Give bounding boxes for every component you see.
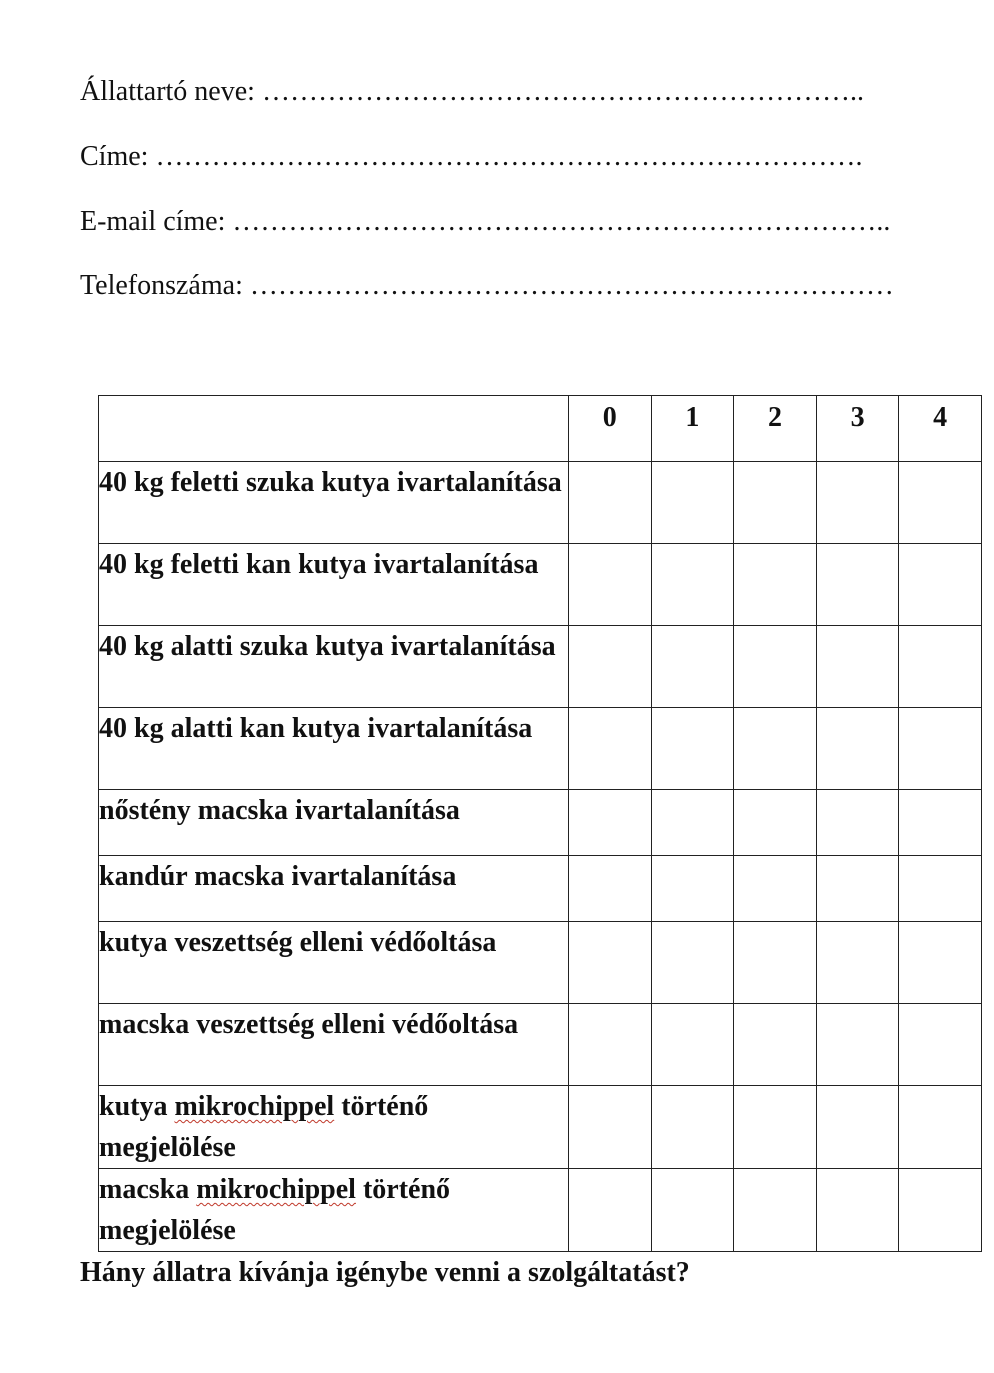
count-cell-2[interactable] <box>734 790 817 856</box>
count-cell-3[interactable] <box>816 626 899 708</box>
count-cell-1[interactable] <box>651 856 734 922</box>
count-cell-4[interactable] <box>899 1169 982 1252</box>
count-cell-3[interactable] <box>816 856 899 922</box>
count-cell-3[interactable] <box>816 462 899 544</box>
header-count-1: 1 <box>651 396 734 462</box>
service-label: 40 kg feletti szuka kutya ivartalanítása <box>99 462 569 544</box>
count-cell-1[interactable] <box>651 626 734 708</box>
count-cell-2[interactable] <box>734 1004 817 1086</box>
count-cell-0[interactable] <box>569 1086 652 1169</box>
count-cell-2[interactable] <box>734 1169 817 1252</box>
table-row <box>99 626 982 708</box>
spellcheck-marked-word: mikrochippel <box>196 1174 356 1205</box>
table-row <box>99 708 982 790</box>
count-cell-2[interactable] <box>734 462 817 544</box>
count-cell-1[interactable] <box>651 1086 734 1169</box>
header-count-3: 3 <box>816 396 899 462</box>
header-count-2: 2 <box>734 396 817 462</box>
owner-name-label: Állattartó neve: <box>80 76 255 107</box>
count-cell-4[interactable] <box>899 790 982 856</box>
table-header-row <box>99 396 982 462</box>
count-cell-3[interactable] <box>816 544 899 626</box>
table-row <box>99 1004 982 1086</box>
count-cell-4[interactable] <box>899 544 982 626</box>
count-cell-3[interactable] <box>816 1004 899 1086</box>
count-cell-1[interactable] <box>651 544 734 626</box>
phone-blank[interactable]: …………………………………………………………… <box>249 270 894 301</box>
service-label: macska veszettség elleni védőoltása <box>99 1004 569 1086</box>
count-cell-1[interactable] <box>651 790 734 856</box>
header-count-0: 0 <box>569 396 652 462</box>
count-cell-0[interactable] <box>569 856 652 922</box>
service-label: nőstény macska ivartalanítása <box>99 790 569 856</box>
count-cell-0[interactable] <box>569 922 652 1004</box>
table-row <box>99 1169 982 1252</box>
owner-name-blank[interactable]: ……………………………………………………….. <box>261 76 864 107</box>
count-cell-2[interactable] <box>734 856 817 922</box>
phone-field <box>80 268 894 304</box>
count-cell-4[interactable] <box>899 1004 982 1086</box>
count-cell-0[interactable] <box>569 708 652 790</box>
count-cell-0[interactable] <box>569 1004 652 1086</box>
count-cell-0[interactable] <box>569 626 652 708</box>
email-field <box>80 204 890 240</box>
count-cell-4[interactable] <box>899 462 982 544</box>
count-cell-2[interactable] <box>734 922 817 1004</box>
count-cell-2[interactable] <box>734 544 817 626</box>
header-count-4: 4 <box>899 396 982 462</box>
count-cell-4[interactable] <box>899 922 982 1004</box>
count-cell-3[interactable] <box>816 922 899 1004</box>
email-blank[interactable]: …………………………………………………………….. <box>232 206 891 237</box>
question-text: Hány állatra kívánja igénybe venni a szolgáltatást? <box>80 1257 690 1288</box>
count-cell-1[interactable] <box>651 708 734 790</box>
service-label-start: kutya <box>99 1091 175 1122</box>
service-label <box>99 1086 569 1169</box>
table-row <box>99 544 982 626</box>
count-cell-4[interactable] <box>899 626 982 708</box>
count-cell-2[interactable] <box>734 708 817 790</box>
header-empty-cell <box>99 396 569 462</box>
service-label-start: macska <box>99 1174 197 1205</box>
address-blank[interactable]: …………………………………………………………………. <box>155 141 863 172</box>
service-label <box>99 1169 569 1252</box>
service-label: 40 kg alatti kan kutya ivartalanítása <box>99 708 569 790</box>
service-label-end: történő megjelölése <box>99 1174 451 1246</box>
service-label: kandúr macska ivartalanítása <box>99 856 569 922</box>
service-label: 40 kg feletti kan kutya ivartalanítása <box>99 544 569 626</box>
count-cell-3[interactable] <box>816 708 899 790</box>
table-row <box>99 922 982 1004</box>
count-cell-1[interactable] <box>651 922 734 1004</box>
count-cell-2[interactable] <box>734 626 817 708</box>
service-label: 40 kg alatti szuka kutya ivartalanítása <box>99 626 569 708</box>
address-label: Címe: <box>80 141 149 172</box>
service-label-end: történő megjelölése <box>99 1091 429 1163</box>
count-cell-2[interactable] <box>734 1086 817 1169</box>
count-cell-4[interactable] <box>899 856 982 922</box>
count-cell-3[interactable] <box>816 1086 899 1169</box>
count-cell-0[interactable] <box>569 544 652 626</box>
owner-name-field <box>80 74 864 110</box>
service-label: kutya veszettség elleni védőoltása <box>99 922 569 1004</box>
count-cell-4[interactable] <box>899 708 982 790</box>
count-cell-4[interactable] <box>899 1086 982 1169</box>
count-cell-1[interactable] <box>651 1004 734 1086</box>
count-cell-0[interactable] <box>569 1169 652 1252</box>
count-cell-1[interactable] <box>651 462 734 544</box>
spellcheck-marked-word: mikrochippel <box>174 1091 335 1122</box>
count-cell-3[interactable] <box>816 790 899 856</box>
address-field <box>80 139 862 175</box>
table-row <box>99 462 982 544</box>
email-label: E-mail címe: <box>80 206 226 237</box>
count-cell-1[interactable] <box>651 1169 734 1252</box>
table-row <box>99 1086 982 1169</box>
count-cell-3[interactable] <box>816 1169 899 1252</box>
phone-label: Telefonszáma: <box>80 270 243 301</box>
table-row <box>99 790 982 856</box>
count-cell-0[interactable] <box>569 790 652 856</box>
count-cell-0[interactable] <box>569 462 652 544</box>
table-row <box>99 856 982 922</box>
service-table <box>98 395 982 1252</box>
